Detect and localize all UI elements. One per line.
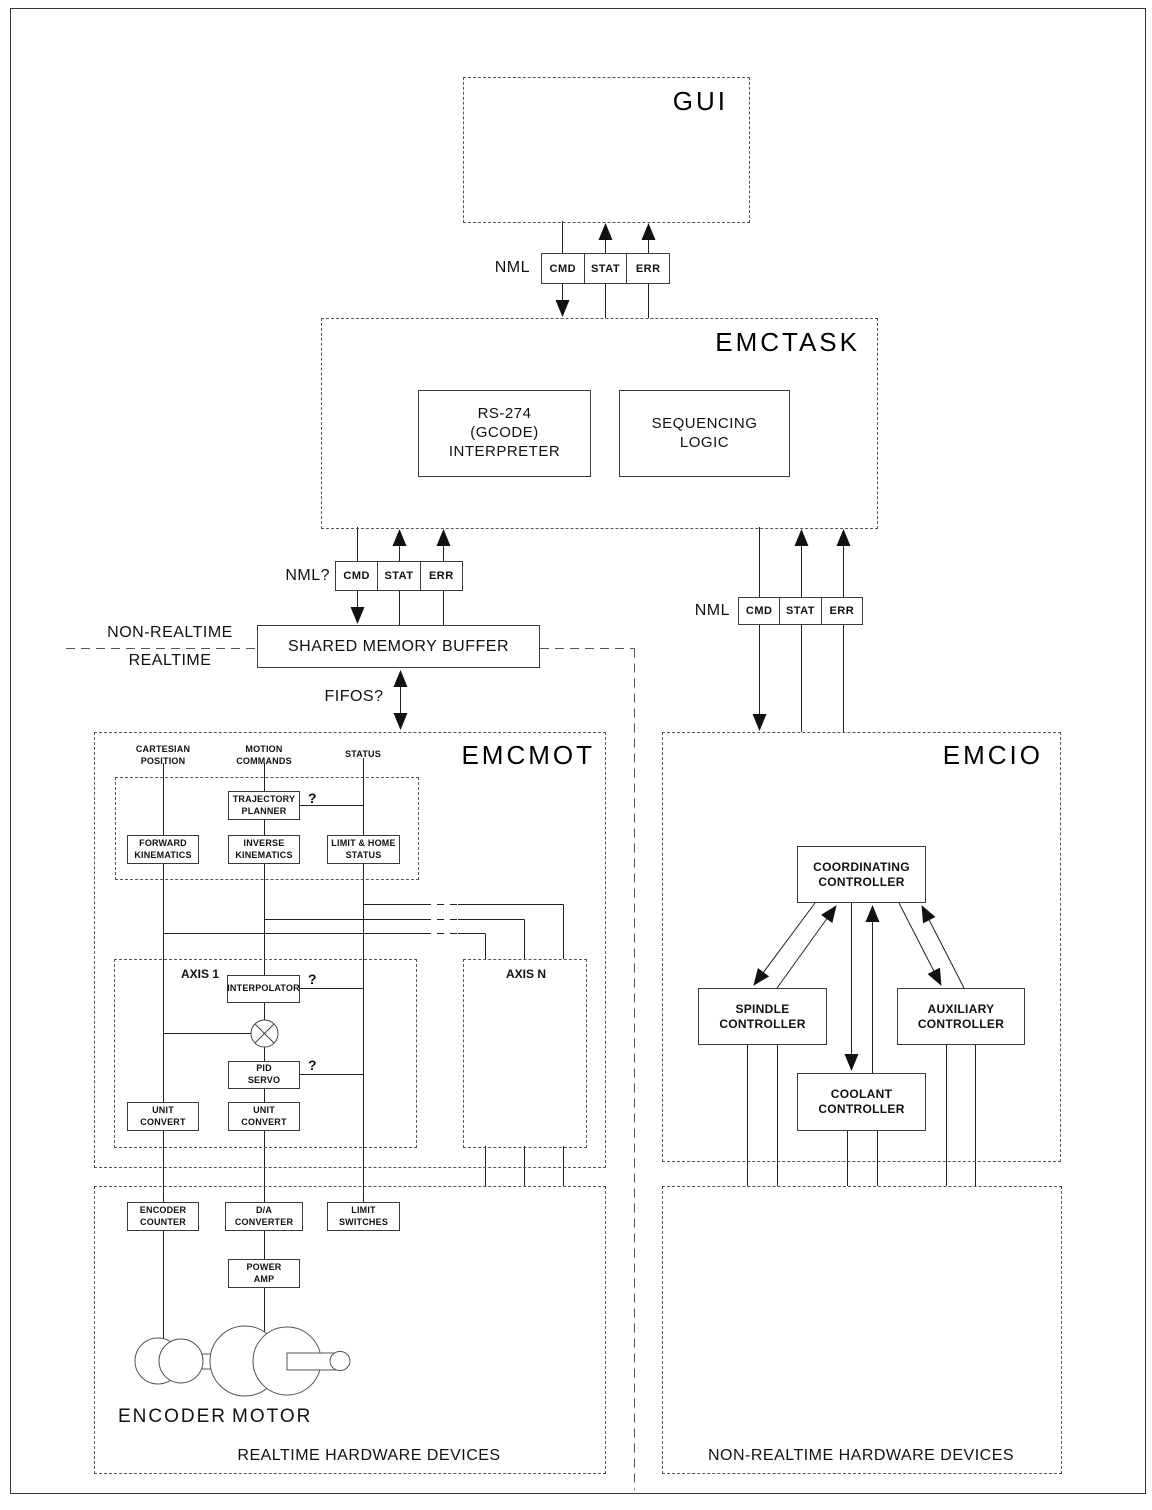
realtime-hardware-title: REALTIME HARDWARE DEVICES xyxy=(237,1447,501,1464)
forward-kinematics-box xyxy=(127,835,199,864)
axisN-group-box xyxy=(463,959,587,1148)
limit-home-status-line2: STATUS xyxy=(345,849,382,860)
encoder-label: ENCODER xyxy=(118,1406,228,1427)
limit-home-status-box xyxy=(327,835,400,864)
pid-question-label: ? xyxy=(308,1057,317,1073)
coolant-controller-box xyxy=(797,1073,926,1131)
coordinating-controller-line1: COORDINATING xyxy=(813,859,910,874)
encoder-counter-line1: ENCODER xyxy=(139,1204,187,1215)
shared-memory-buffer-box xyxy=(257,625,540,668)
nml-left-channels xyxy=(335,561,463,591)
nml-left-cmd-cell: CMD xyxy=(336,562,378,590)
nml-left-err-cell: ERR xyxy=(428,570,454,582)
gcode-interpreter-line2: (GCODE) xyxy=(470,424,539,442)
coolant-controller-line2: CONTROLLER xyxy=(818,1102,905,1116)
unit-convert-output-line1: UNIT xyxy=(253,1104,275,1115)
emcio-title: EMCIO xyxy=(942,740,1043,770)
motion-commands-label xyxy=(224,744,304,767)
realtime-label: REALTIME xyxy=(128,652,212,669)
nml-right-err-cell: ERR xyxy=(829,605,855,617)
gcode-interpreter-box xyxy=(418,390,591,477)
nml-right-channels xyxy=(738,597,863,625)
spindle-controller-box xyxy=(698,988,827,1045)
unit-convert-feedback-box xyxy=(127,1102,199,1131)
sequencing-logic-line1: SEQUENCING xyxy=(651,414,758,432)
pid-servo-line2: SERVO xyxy=(247,1075,281,1085)
forward-kinematics-line2: KINEMATICS xyxy=(134,849,192,860)
unit-convert-feedback-line1: UNIT xyxy=(152,1104,174,1115)
spindle-controller-line2: CONTROLLER xyxy=(719,1016,806,1031)
trajectory-planner-line1: TRAJECTORY xyxy=(232,793,296,804)
limit-switches-line2: SWITCHES xyxy=(338,1216,389,1227)
trajectory-question-label: ? xyxy=(308,790,317,806)
nml-top-err-cell: ERR xyxy=(635,262,661,275)
motor-label: MOTOR xyxy=(232,1406,313,1427)
nonrealtime-hardware-box xyxy=(662,1186,1062,1474)
nml-top-cmd-cell: CMD xyxy=(542,254,585,283)
cartesian-position-label xyxy=(123,744,203,767)
auxiliary-controller-line1: AUXILIARY xyxy=(927,1001,995,1016)
auxiliary-controller-line2: CONTROLLER xyxy=(917,1016,1005,1031)
nonrealtime-hardware-title: NON-REALTIME HARDWARE DEVICES xyxy=(707,1447,1015,1464)
spindle-controller-line1: SPINDLE xyxy=(735,1001,790,1016)
gui-title: GUI xyxy=(672,86,728,116)
motion-commands-line1: MOTION xyxy=(245,744,283,754)
fifos-label: FIFOS? xyxy=(324,688,384,705)
trajectory-planner-box xyxy=(228,791,300,820)
gcode-interpreter-line3: INTERPRETER xyxy=(448,442,561,460)
coolant-controller-line1: COOLANT xyxy=(830,1087,893,1101)
forward-kinematics-line1: FORWARD xyxy=(139,837,187,848)
da-converter-line2: CONVERTER xyxy=(234,1216,294,1227)
nml-top-channels xyxy=(541,253,670,284)
nml-right-label: NML xyxy=(694,602,730,619)
axis1-label: AXIS 1 xyxy=(180,967,219,981)
auxiliary-controller-box xyxy=(897,988,1025,1045)
pid-servo-box xyxy=(228,1061,300,1089)
power-amp-line2: AMP xyxy=(253,1273,275,1284)
nml-right-stat-cell: STAT xyxy=(780,598,821,624)
nml-top-stat-cell: STAT xyxy=(585,254,628,283)
interpolator-question-label: ? xyxy=(308,971,317,987)
emcmot-title: EMCMOT xyxy=(461,740,595,770)
shared-memory-buffer-label: SHARED MEMORY BUFFER xyxy=(288,637,509,655)
nml-right-cmd-cell: CMD xyxy=(739,598,780,624)
limit-home-status-line1: LIMIT & HOME xyxy=(331,837,396,848)
coordinating-controller-box xyxy=(797,846,926,903)
status-label: STATUS xyxy=(345,749,381,759)
non-realtime-label: NON-REALTIME xyxy=(107,624,233,641)
pid-servo-line1: PID xyxy=(256,1063,272,1074)
power-amp-box xyxy=(228,1259,300,1288)
unit-convert-feedback-line2: CONVERT xyxy=(140,1116,186,1127)
encoder-counter-box xyxy=(127,1202,199,1231)
trajectory-planner-line2: PLANNER xyxy=(241,805,287,816)
inverse-kinematics-line1: INVERSE xyxy=(243,837,285,848)
inverse-kinematics-box xyxy=(228,835,300,864)
nml-left-label: NML? xyxy=(285,567,330,584)
limit-switches-line1: LIMIT xyxy=(351,1204,376,1215)
da-converter-line1: D/A xyxy=(255,1204,273,1215)
emctask-title: EMCTASK xyxy=(715,327,860,357)
interpolator-box xyxy=(227,975,300,1003)
limit-switches-box xyxy=(327,1202,400,1231)
sequencing-logic-box xyxy=(619,390,790,477)
encoder-counter-line2: COUNTER xyxy=(140,1216,186,1227)
cartesian-position-line1: CARTESIAN xyxy=(135,744,191,754)
nml-left-stat-cell: STAT xyxy=(378,562,420,590)
unit-convert-output-box xyxy=(228,1102,300,1131)
cartesian-position-line2: POSITION xyxy=(140,755,186,766)
coordinating-controller-line2: CONTROLLER xyxy=(818,874,905,889)
interpolator-label: INTERPOLATOR xyxy=(227,983,300,994)
sequencing-logic-line2: LOGIC xyxy=(679,433,730,451)
axisN-label: AXIS N xyxy=(505,967,546,981)
da-converter-box xyxy=(225,1202,303,1231)
unit-convert-output-line2: CONVERT xyxy=(241,1116,287,1127)
inverse-kinematics-line2: KINEMATICS xyxy=(235,849,293,860)
power-amp-line1: POWER xyxy=(246,1261,282,1272)
gcode-interpreter-line1: RS-274 xyxy=(477,405,532,423)
nml-top-label: NML xyxy=(494,259,530,276)
motion-commands-line2: COMMANDS xyxy=(236,755,292,766)
